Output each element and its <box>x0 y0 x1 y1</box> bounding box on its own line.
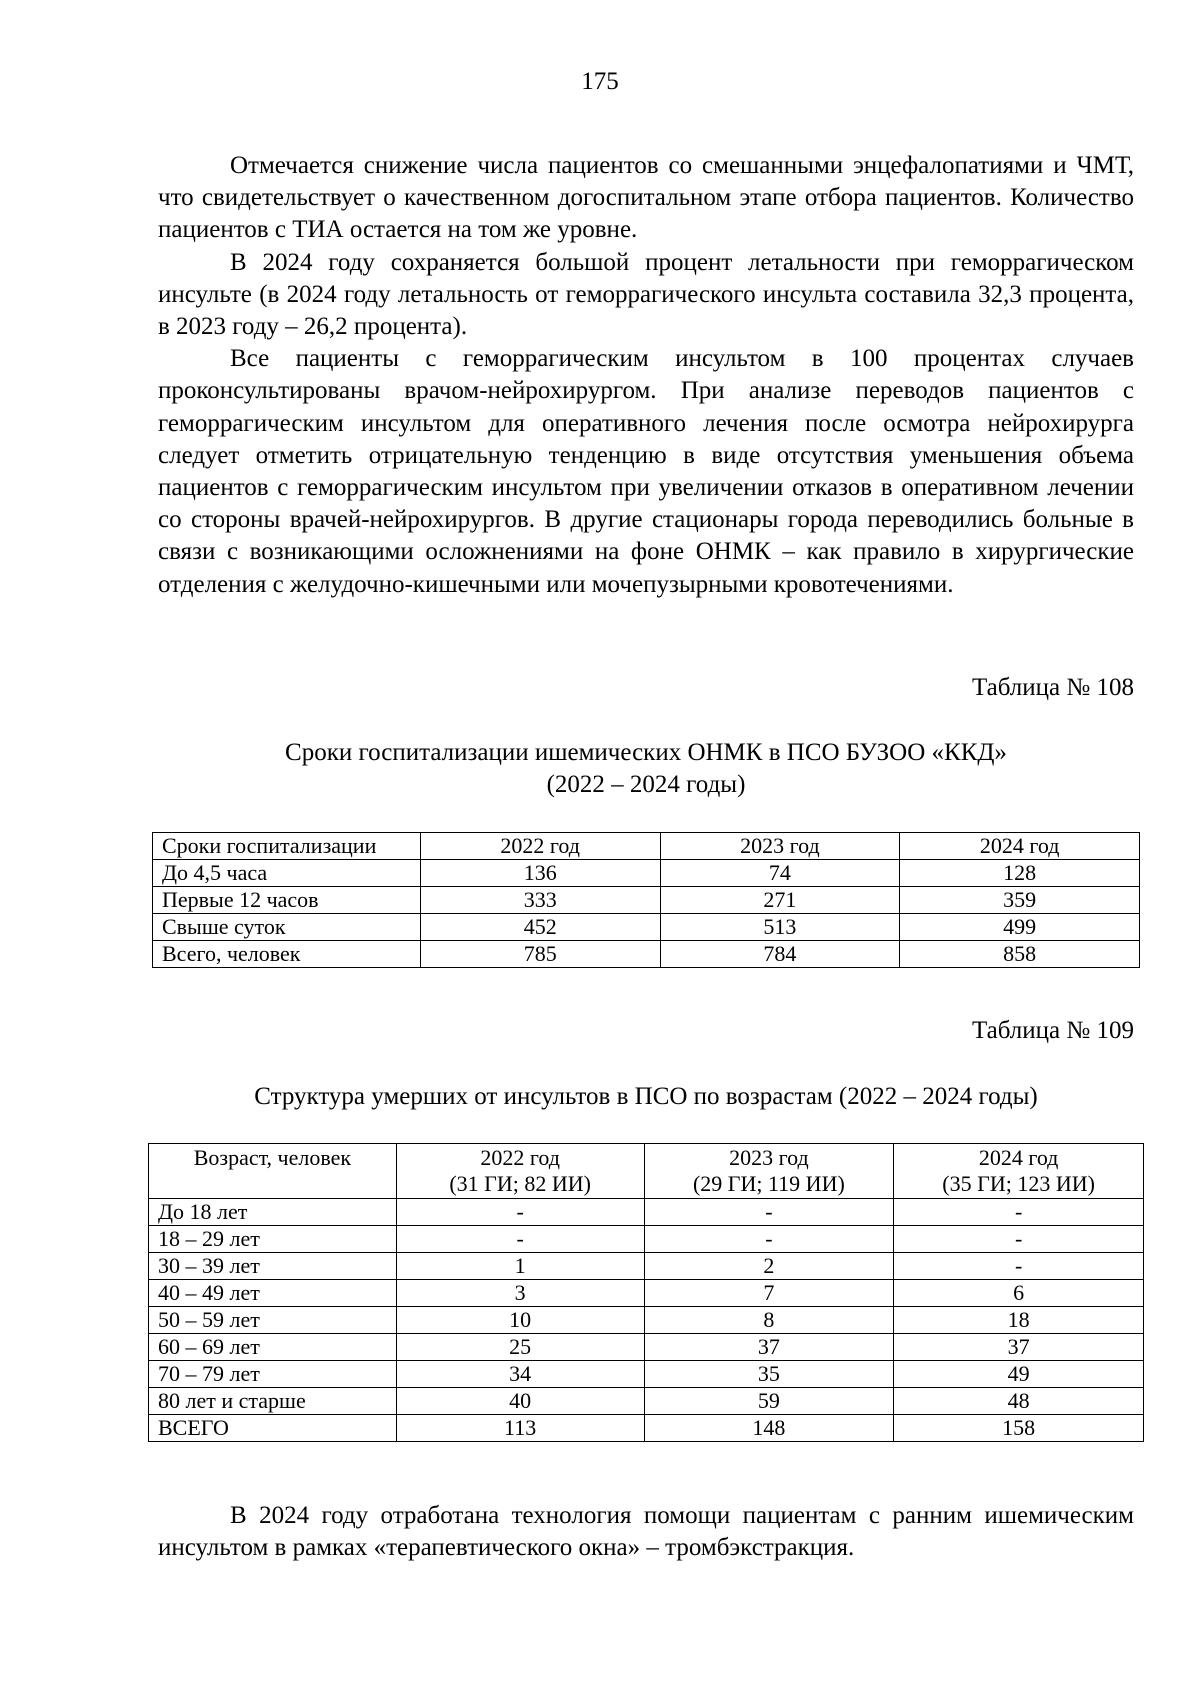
table-cell: 158 <box>894 1415 1144 1442</box>
table-cell: 25 <box>396 1334 644 1361</box>
header-line: (29 ГИ; 119 ИИ) <box>692 1171 845 1196</box>
table-cell: - <box>894 1226 1144 1253</box>
table-cell: 271 <box>660 887 900 914</box>
table-cell: 513 <box>660 914 900 941</box>
table-109-title: Структура умерших от инсультов в ПСО по возрастам (2022 – 2024 годы) <box>254 1083 1038 1110</box>
table-cell: 3 <box>396 1280 644 1307</box>
table-header-row <box>153 833 1140 860</box>
table-cell: 40 – 49 лет <box>149 1280 397 1307</box>
table-row <box>149 1415 1144 1442</box>
header-line: Возраст, человек <box>193 1145 352 1170</box>
paragraph: В 2024 году сохраняется большой процент летальности при геморрагическом инсульте (в 2024 году летальность от геморрагического инсульта составила 32,3 процента, в 2023 году – 26,2 процента). <box>158 248 1134 341</box>
table-header-row <box>149 1144 1144 1199</box>
table-cell: Первые 12 часов <box>153 887 421 914</box>
table-header-cell <box>644 1144 894 1199</box>
table-header-cell <box>149 1144 397 1199</box>
table-cell: Всего, человек <box>153 941 421 968</box>
table-row <box>153 914 1140 941</box>
table-row <box>153 887 1140 914</box>
table-row <box>153 941 1140 968</box>
table-cell: До 18 лет <box>149 1199 397 1226</box>
table-108-label: Таблица № 108 <box>971 674 1134 701</box>
table-cell: 37 <box>894 1334 1144 1361</box>
table-108-title-line-1: Сроки госпитализации ишемических ОНМК в ПСО БУЗОО «ККД» <box>285 739 1007 766</box>
table-cell: 35 <box>644 1361 894 1388</box>
table-row <box>149 1307 1144 1334</box>
table-row <box>149 1280 1144 1307</box>
table-108-title <box>158 737 1134 801</box>
table-cell: - <box>894 1253 1144 1280</box>
table-cell: - <box>396 1226 644 1253</box>
closing-text <box>158 1500 1134 1564</box>
table-cell: 1 <box>396 1253 644 1280</box>
table-cell: 148 <box>644 1415 894 1442</box>
table-cell: 37 <box>644 1334 894 1361</box>
table-cell: 785 <box>420 941 660 968</box>
table-cell: 48 <box>894 1388 1144 1415</box>
table-cell: 333 <box>420 887 660 914</box>
table-cell: - <box>894 1199 1144 1226</box>
table-cell: 359 <box>900 887 1140 914</box>
paragraph: В 2024 году отработана технология помощи пациентам с ранним ишемическим инсультом в рамках «терапевтического окна» – тромбэкстракция. <box>158 1502 1134 1562</box>
table-cell: - <box>644 1199 894 1226</box>
table-cell: 784 <box>660 941 900 968</box>
table-cell: 6 <box>894 1280 1144 1307</box>
table-cell: 49 <box>894 1361 1144 1388</box>
table-108 <box>152 832 1140 968</box>
table-header-cell: 2022 год <box>420 833 660 860</box>
table-cell: 2 <box>644 1253 894 1280</box>
table-cell: 499 <box>900 914 1140 941</box>
table-row <box>153 860 1140 887</box>
table-cell: 18 <box>894 1307 1144 1334</box>
header-line: 2024 год <box>978 1145 1059 1170</box>
table-cell: 136 <box>420 860 660 887</box>
table-cell: 452 <box>420 914 660 941</box>
table-row <box>149 1388 1144 1415</box>
table-row <box>149 1253 1144 1280</box>
table-cell: - <box>396 1199 644 1226</box>
table-cell: Свыше суток <box>153 914 421 941</box>
table-cell: 40 <box>396 1388 644 1415</box>
table-109 <box>148 1143 1144 1442</box>
table-cell: 59 <box>644 1388 894 1415</box>
table-cell: 128 <box>900 860 1140 887</box>
table-row <box>149 1226 1144 1253</box>
header-line: (31 ГИ; 82 ИИ) <box>449 1171 591 1196</box>
header-line: 2022 год <box>480 1145 560 1170</box>
header-line: 2023 год <box>729 1145 809 1170</box>
table-cell: 7 <box>644 1280 894 1307</box>
header-line: (35 ГИ; 123 ИИ) <box>942 1171 1095 1196</box>
table-cell: 74 <box>660 860 900 887</box>
table-cell: 80 лет и старше <box>149 1388 397 1415</box>
table-108-title-line-2: (2022 – 2024 годы) <box>546 771 746 798</box>
table-header-cell: 2024 год <box>900 833 1140 860</box>
table-header-cell <box>396 1144 644 1199</box>
table-cell: 18 – 29 лет <box>149 1226 397 1253</box>
table-row <box>149 1361 1144 1388</box>
paragraph: Отмечается снижение числа пациентов со смешанными энцефалопатиями и ЧМТ, что свидетельствует о качественном догоспитальном этапе отбора пациентов. Количество пациентов с ТИА остается на том же уровне. <box>158 152 1134 244</box>
table-cell: 8 <box>644 1307 894 1334</box>
body-text <box>158 150 1134 601</box>
table-header-cell <box>894 1144 1144 1199</box>
table-header-cell: 2023 год <box>660 833 900 860</box>
table-cell: 34 <box>396 1361 644 1388</box>
table-cell: 70 – 79 лет <box>149 1361 397 1388</box>
page-number: 175 <box>581 68 619 95</box>
table-row <box>149 1199 1144 1226</box>
table-cell: До 4,5 часа <box>153 860 421 887</box>
table-cell: - <box>644 1226 894 1253</box>
table-header-cell: Сроки госпитализации <box>153 833 421 860</box>
table-109-label: Таблица № 109 <box>971 1017 1134 1044</box>
table-cell: 113 <box>396 1415 644 1442</box>
table-cell: 60 – 69 лет <box>149 1334 397 1361</box>
table-cell: 50 – 59 лет <box>149 1307 397 1334</box>
table-cell: 30 – 39 лет <box>149 1253 397 1280</box>
table-cell: 10 <box>396 1307 644 1334</box>
table-cell: 858 <box>900 941 1140 968</box>
table-row <box>149 1334 1144 1361</box>
paragraph: Все пациенты с геморрагическим инсультом в 100 процентах случаев проконсультированы врачом-нейрохирургом. При анализе переводов пациентов с геморрагическим инсультом для оперативного лечения после осмотра нейрохирурга следует отметить отрицательную тенденцию в виде отсутствия уменьшения объема пациентов с геморрагическим инсультом при увеличении отказов в оперативном лечении со стороны врачей-нейрохирургов. В другие стационары города переводились больные в связи с возникающими осложнениями на фоне ОНМК – как правило в хирургические отделения с желудочно-кишечными или мочепузырными кровотечениями. <box>158 345 1134 598</box>
table-cell: ВСЕГО <box>149 1415 397 1442</box>
